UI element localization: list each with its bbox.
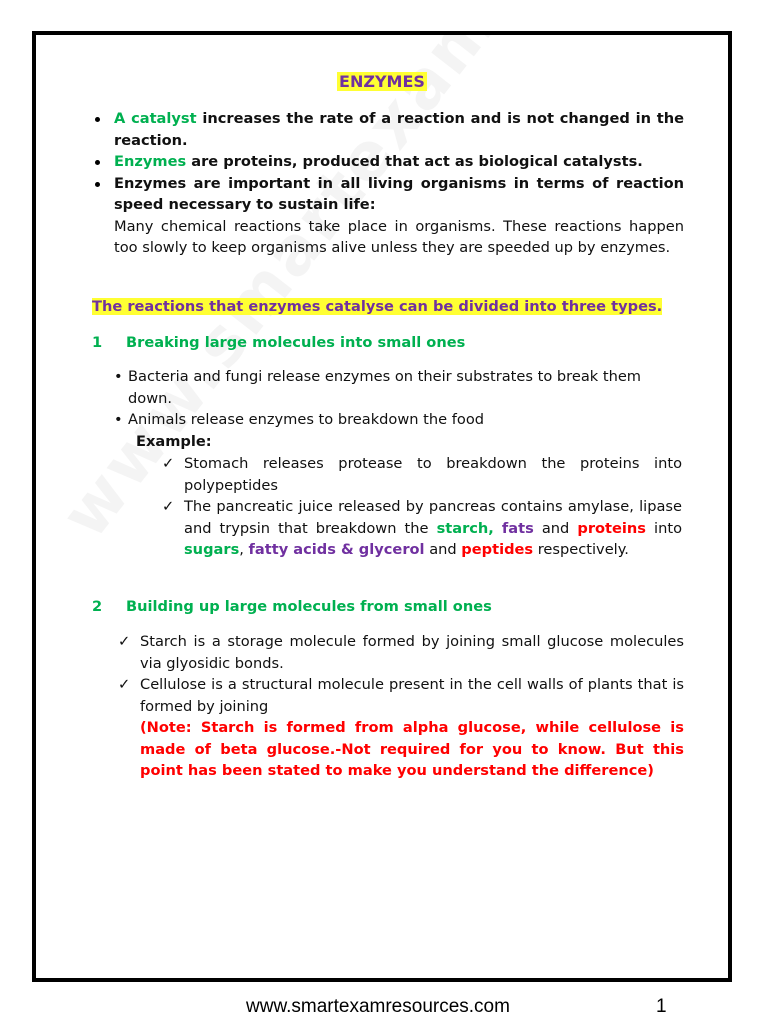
word-fats: fats: [501, 519, 534, 537]
section-2-number: 2: [92, 598, 103, 615]
title-row: [36, 71, 728, 94]
term-catalyst: A catalyst: [114, 110, 197, 127]
word-respectively: respectively.: [537, 541, 629, 558]
list-item: [158, 496, 682, 561]
word-starch: starch,: [436, 519, 494, 537]
footer-url: www.smartexamresources.com: [246, 996, 510, 1017]
bullet-dot: •: [114, 368, 123, 385]
section-1-title: Breaking large molecules into small ones: [126, 334, 466, 351]
bullet-catalyst: [114, 108, 684, 151]
section-1-item-2: Animals release enzymes to breakdown the food: [128, 411, 485, 428]
word-proteins: proteins: [577, 519, 646, 537]
word-into: into: [646, 519, 683, 537]
example-label: Example:: [136, 432, 212, 450]
bullet-importance-text: Enzymes are important in all living organisms in terms of reaction speed necessary to sustain life:: [114, 174, 684, 213]
page-number: 1: [656, 996, 667, 1017]
list-item: [158, 453, 682, 496]
section-1-list: [114, 366, 684, 452]
note-text: (Note: Starch is formed from alpha glucose, while cellulose is made of beta glucose.-Not required for you to know. But this point has been stated to make you understand the difference): [140, 719, 684, 779]
page-footer: [0, 996, 768, 1020]
bullet-importance: [114, 173, 684, 259]
section-1-item-1: Bacteria and fungi release enzymes on their substrates to break them down.: [128, 368, 642, 407]
importance-paragraph: Many chemical reactions take place in organisms. These reactions happen too slowly to keep organisms alive unless they are speeded up by enzymes.: [114, 217, 684, 256]
example-1-text: Stomach releases protease to breakdown the proteins into polypeptides: [184, 455, 682, 494]
section-2-item-2: Cellulose is a structural molecule present in the cell walls of plants that is formed by joining: [140, 676, 684, 715]
list-item: [114, 409, 684, 431]
bullet-enzymes-text: are proteins, produced that act as biological catalysts.: [186, 153, 643, 170]
word-sugars: sugars: [184, 541, 240, 558]
check-icon: ✓: [162, 455, 175, 472]
bullet-dot: •: [114, 411, 123, 428]
page-frame: [32, 31, 732, 982]
list-item: [114, 674, 684, 782]
term-enzymes: Enzymes: [114, 153, 187, 170]
list-item: [114, 631, 684, 674]
check-icon: ✓: [118, 676, 131, 693]
section-2-heading: [92, 596, 492, 618]
check-icon: ✓: [118, 633, 131, 650]
section-1-heading: [92, 332, 465, 354]
word-comma: ,: [239, 541, 249, 558]
check-icon: ✓: [162, 498, 175, 515]
list-item: [114, 366, 684, 409]
example-2-text: The pancreatic juice released by pancreas contains amylase, lipase and trypsin that breakdown the: [184, 498, 682, 537]
word-fatty-acids: fatty acids & glycerol: [248, 541, 425, 558]
word-peptides: peptides: [461, 541, 534, 558]
word-and-2: and: [424, 541, 462, 558]
intro-bullets: [114, 108, 684, 259]
bullet-catalyst-text: increases the rate of a reaction and is not changed in the reaction.: [114, 110, 684, 149]
section-2-title: Building up large molecules from small ones: [126, 598, 492, 615]
word-and-1: and: [533, 519, 578, 537]
section-1-examples: [158, 453, 682, 561]
page-title: ENZYMES: [339, 72, 425, 91]
bullet-enzymes: [114, 151, 684, 173]
section-1-number: 1: [92, 334, 103, 351]
types-intro: [92, 296, 662, 318]
types-highlight: The reactions that enzymes catalyse can be divided into three types.: [92, 298, 663, 315]
section-2-list: [114, 631, 684, 782]
section-2-item-1: Starch is a storage molecule formed by joining small glucose molecules via glyosidic bonds.: [140, 633, 684, 672]
